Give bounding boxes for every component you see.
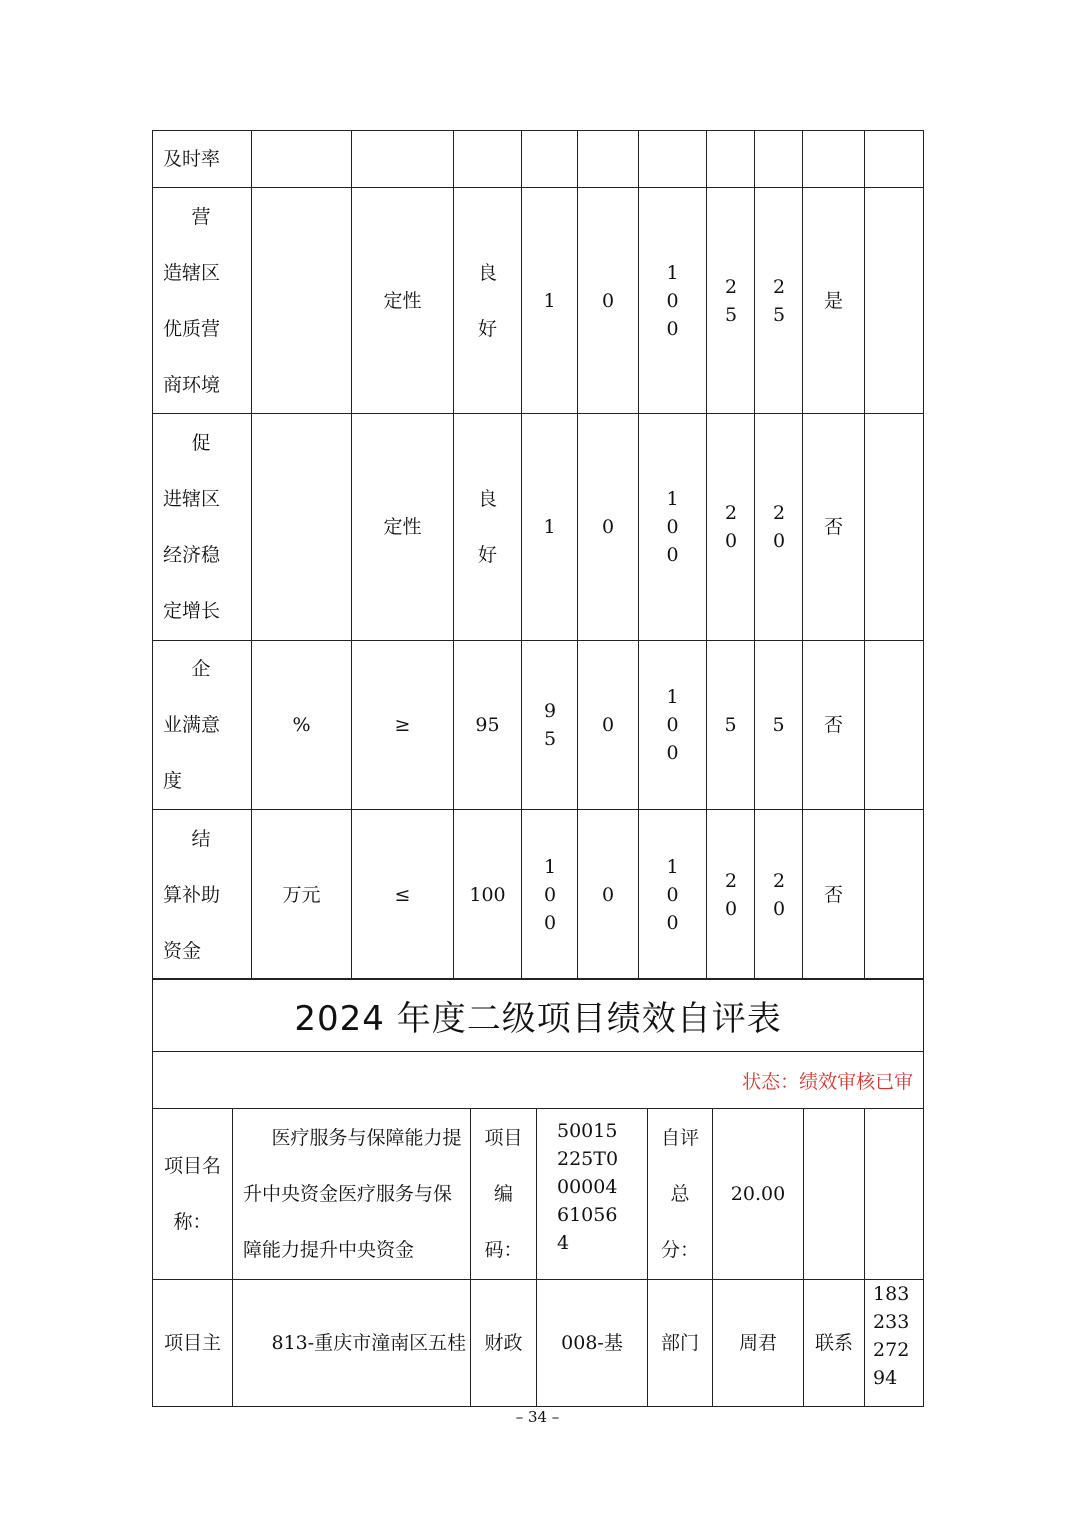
actual-cell: 95 <box>522 641 578 810</box>
cell: 100 <box>639 188 707 414</box>
cell <box>803 131 865 188</box>
operator-cell: 定性 <box>352 414 454 641</box>
target-cell: 良好 <box>454 188 522 414</box>
contact-label: 联系 <box>804 1280 865 1407</box>
cell <box>865 131 924 188</box>
project-name-value: 医疗服务与保障能力提升中央资金医疗服务与保障能力提升中央资金 <box>233 1109 471 1280</box>
project-code-value: 50015225T000004610564 <box>537 1109 648 1280</box>
unit-cell <box>252 414 352 641</box>
cell <box>707 131 755 188</box>
cell: 20 <box>755 810 803 980</box>
person-value: 周君 <box>713 1280 804 1407</box>
cell: 20 <box>707 810 755 980</box>
cell <box>639 131 707 188</box>
cell: 否 <box>803 414 865 641</box>
cell <box>865 810 924 980</box>
cell: 20 <box>707 414 755 641</box>
indicator-table <box>152 130 924 980</box>
indicator-name: 企业满意度 <box>153 641 252 810</box>
cell <box>804 1109 865 1280</box>
cell: 否 <box>803 810 865 980</box>
cell: 0 <box>578 414 639 641</box>
status-badge: 状态：绩效审核已审 <box>153 1052 924 1109</box>
title-row <box>153 979 924 1052</box>
indicator-name: 营造辖区优质营商环境 <box>153 188 252 414</box>
form-title: 2024 年度二级项目绩效自评表 <box>153 979 924 1052</box>
indicator-name: 及时率 <box>153 131 252 188</box>
cell: 0 <box>578 188 639 414</box>
operator-cell: 定性 <box>352 188 454 414</box>
operator-cell: ≥ <box>352 641 454 810</box>
cell: 5 <box>707 641 755 810</box>
cell <box>865 641 924 810</box>
dept-label: 部门 <box>648 1280 713 1407</box>
table-row <box>153 131 924 188</box>
table-row <box>153 641 924 810</box>
actual-cell: 100 <box>522 810 578 980</box>
table-row <box>153 1280 924 1407</box>
unit-cell: 万元 <box>252 810 352 980</box>
table-row <box>153 414 924 641</box>
unit-cell: % <box>252 641 352 810</box>
finance-label: 财政 <box>471 1280 537 1407</box>
actual-cell: 1 <box>522 414 578 641</box>
cell <box>865 414 924 641</box>
table-row <box>153 1109 924 1280</box>
page-number: – 34 – <box>515 1408 560 1426</box>
indicator-name: 结算补助资金 <box>153 810 252 980</box>
cell: 0 <box>578 641 639 810</box>
finance-value: 008-基 <box>537 1280 648 1407</box>
actual-cell: 1 <box>522 188 578 414</box>
cell: 20 <box>755 414 803 641</box>
operator-cell <box>352 131 454 188</box>
target-cell: 良好 <box>454 414 522 641</box>
actual-cell <box>522 131 578 188</box>
table-row <box>153 810 924 980</box>
indicator-name: 促进辖区经济稳定增长 <box>153 414 252 641</box>
cell: 100 <box>639 810 707 980</box>
unit-cell <box>252 188 352 414</box>
target-cell: 100 <box>454 810 522 980</box>
unit-cell <box>252 131 352 188</box>
project-code-label: 项目编码： <box>471 1109 537 1280</box>
owner-label: 项目主 <box>153 1280 233 1407</box>
cell: 0 <box>578 810 639 980</box>
target-cell <box>454 131 522 188</box>
cell: 25 <box>755 188 803 414</box>
cell <box>578 131 639 188</box>
cell: 否 <box>803 641 865 810</box>
cell <box>865 1109 924 1280</box>
table-row <box>153 188 924 414</box>
phone-value: 18323327294 <box>865 1280 924 1407</box>
target-cell: 95 <box>454 641 522 810</box>
score-value: 20.00 <box>713 1109 804 1280</box>
cell: 5 <box>755 641 803 810</box>
operator-cell: ≤ <box>352 810 454 980</box>
status-row <box>153 1052 924 1109</box>
performance-self-evaluation-table <box>152 978 924 1407</box>
project-name-label: 项目名称： <box>153 1109 233 1280</box>
owner-value: 813-重庆市潼南区五桂 <box>233 1280 471 1407</box>
cell: 25 <box>707 188 755 414</box>
cell: 100 <box>639 414 707 641</box>
cell <box>865 188 924 414</box>
cell <box>755 131 803 188</box>
score-label: 自评总分： <box>648 1109 713 1280</box>
cell: 是 <box>803 188 865 414</box>
cell: 100 <box>639 641 707 810</box>
